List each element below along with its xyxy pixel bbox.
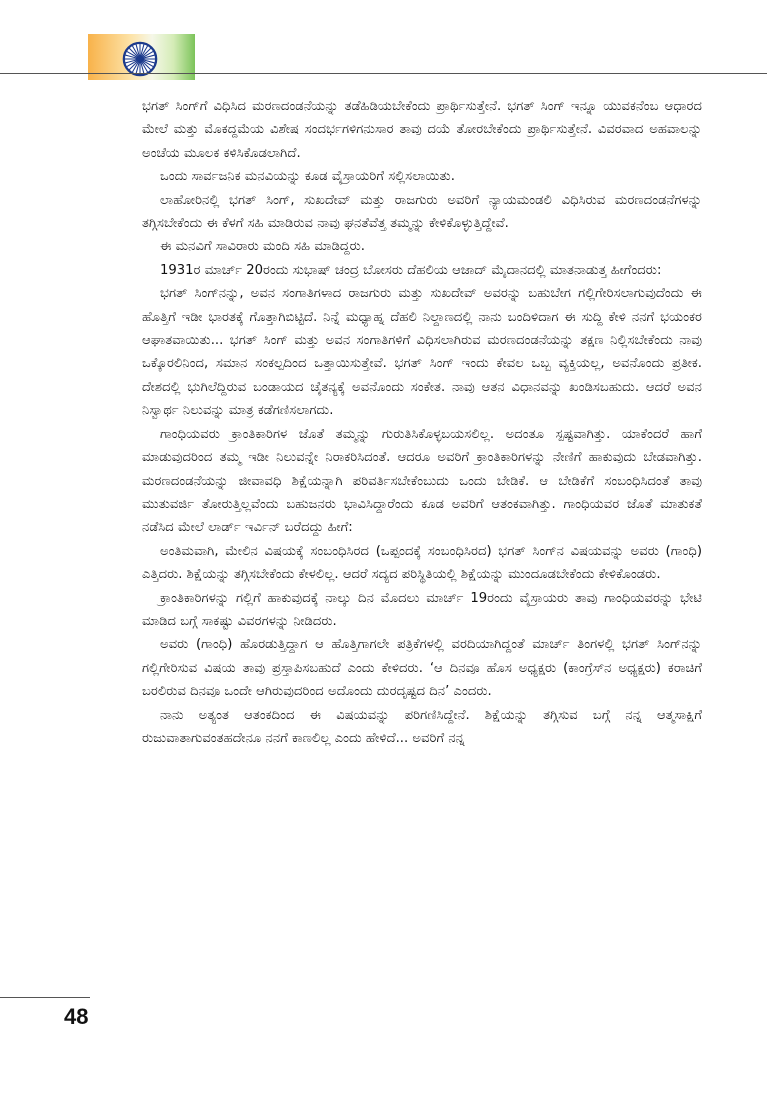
paragraph: ಭಗತ್ ಸಿಂಗ್‌ಗೆ ವಿಧಿಸಿದ ಮರಣದಂಡನೆಯನ್ನು ತಡೆಹಿಡಿಯಬೇಕೆಂದು ಪ್ರಾರ್ಥಿಸುತ್ತೇನೆ. ಭಗತ್ ಸಿಂಗ್ ಇನ್ನೂ ಯುವಕನೆಂಬ ಆಧಾರದ ಮೇಲೆ ಮತ್ತು ಮೊಕದ್ದಮೆಯ ವಿಶೇಷ ಸಂದರ್ಭಗಳಿಗನುಸಾರ ತಾವು ದಯೆ ತೋರಬೇಕೆಂದು ಪ್ರಾರ್ಥಿಸುತ್ತೇನೆ. ವಿವರವಾದ ಅಹವಾಲನ್ನು ಅಂಚೆಯ ಮೂಲಕ ಕಳಿಸಿಕೊಡಲಾಗಿದೆ. [142, 99, 702, 161]
paragraph: ಅಂತಿಮವಾಗಿ, ಮೇಲಿನ ವಿಷಯಕ್ಕೆ ಸಂಬಂಧಿಸಿರದ (ಒಪ್ಪಂದಕ್ಕೆ ಸಂಬಂಧಿಸಿರದ) ಭಗತ್ ಸಿಂಗ್‌ನ ವಿಷಯವನ್ನು ಅವರು (ಗಾಂಧಿ) ಎತ್ತಿದರು. ಶಿಕ್ಷೆಯನ್ನು ತಗ್ಗಿಸಬೇಕೆಂದು ಕೇಳಲಿಲ್ಲ. ಆದರೆ ಸದ್ಯದ ಪರಿಸ್ಥಿತಿಯಲ್ಲಿ ಶಿಕ್ಷೆಯನ್ನು ಮುಂದೂಡಬೇಕೆಂದು ಕೇಳಿಕೊಂಡರು. [142, 543, 702, 583]
page-body [142, 95, 702, 750]
footer-rule [0, 997, 90, 998]
paragraph: ಭಗತ್ ಸಿಂಗ್‌ನನ್ನು, ಅವನ ಸಂಗಾತಿಗಳಾದ ರಾಜಗುರು ಮತ್ತು ಸುಖದೇವ್ ಅವರನ್ನು ಬಹುಬೇಗ ಗಲ್ಲಿಗೇರಿಸಲಾಗುವುದೆಂದು ಈ ಹೊತ್ತಿಗೆ ಇಡೀ ಭಾರತಕ್ಕೆ ಗೊತ್ತಾಗಿಬಿಟ್ಟಿದೆ. ನಿನ್ನೆ ಮಧ್ಯಾಹ್ನ ದೆಹಲಿ ನಿಲ್ದಾಣದಲ್ಲಿ ನಾನು ಬಂದಿಳಿದಾಗ ಈ ಸುದ್ದಿ ಕೇಳಿ ನನಗೆ ಭಯಂಕರ ಆಘಾತವಾಯಿತು... ಭಗತ್ ಸಿಂಗ್ ಮತ್ತು ಅವನ ಸಂಗಾತಿಗಳಿಗೆ ವಿಧಿಸಲಾಗಿರುವ ಮರಣದಂಡನೆಯನ್ನು ತಕ್ಷಣ ನಿಲ್ಲಿಸಬೇಕೆಂದು ನಾವು ಒಕ್ಕೊರಲಿನಿಂದ, ಸಮಾನ ಸಂಕಲ್ಪದಿಂದ ಒತ್ತಾಯಿಸುತ್ತೇವೆ. ಭಗತ್ ಸಿಂಗ್ ಇಂದು ಕೇವಲ ಒಬ್ಬ ವ್ಯಕ್ತಿಯಲ್ಲ, ಅವನೊಂದು ಪ್ರತೀಕ. ದೇಶದಲ್ಲಿ ಭುಗಿಲೆದ್ದಿರುವ ಬಂಡಾಯದ ಚೈತನ್ಯಕ್ಕೆ ಅವನೊಂದು ಸಂಕೇತ. ನಾವು ಆತನ ವಿಧಾನವನ್ನು ಖಂಡಿಸಬಹುದು. ಆದರೆ ಅವನ ನಿಸ್ವಾರ್ಥ ನಿಲುವನ್ನು ಮಾತ್ರ ಕಡೆಗಣಿಸಲಾಗದು. [142, 286, 702, 419]
paragraph: ಒಂದು ಸಾರ್ವಜನಿಕ ಮನವಿಯನ್ನು ಕೂಡ ವೈಸ್ರಾಯರಿಗೆ ಸಲ್ಲಿಸಲಾಯಿತು. [160, 169, 455, 185]
paragraph: ಈ ಮನವಿಗೆ ಸಾವಿರಾರು ಮಂದಿ ಸಹಿ ಮಾಡಿದ್ದರು. [160, 239, 365, 255]
paragraph: ಅವರು (ಗಾಂಧಿ) ಹೊರಡುತ್ತಿದ್ದಾಗ ಆ ಹೊತ್ತಿಗಾಗಲೇ ಪತ್ರಿಕೆಗಳಲ್ಲಿ ವರದಿಯಾಗಿದ್ದಂತೆ ಮಾರ್ಚ್ ತಿಂಗಳಲ್ಲಿ ಭಗತ್ ಸಿಂಗ್‌ನನ್ನು ಗಲ್ಲಿಗೇರಿಸುವ ವಿಷಯ ತಾವು ಪ್ರಸ್ತಾಪಿಸಬಹುದೆ ಎಂದು ಕೇಳಿದರು. ‘ಆ ದಿನವೂ ಹೊಸ ಅಧ್ಯಕ್ಷರು (ಕಾಂಗ್ರೆಸ್‌ನ ಅಧ್ಯಕ್ಷರು) ಕರಾಚಿಗೆ ಬರಲಿರುವ ದಿನವೂ ಒಂದೇ ಆಗಿರುವುದರಿಂದ ಅದೊಂದು ದುರದೃಷ್ಟದ ದಿನ’ ಎಂದರು. [142, 637, 702, 700]
paragraph: ಗಾಂಧಿಯವರು ಕ್ರಾಂತಿಕಾರಿಗಳ ಜೊತೆ ತಮ್ಮನ್ನು ಗುರುತಿಸಿಕೊಳ್ಳಬಯಸಲಿಲ್ಲ. ಅದಂತೂ ಸ್ಪಷ್ಟವಾಗಿತ್ತು. ಯಾಕೆಂದರೆ ಹಾಗೆ ಮಾಡುವುದರಿಂದ ತಮ್ಮ ಇಡೀ ನಿಲುವನ್ನೇ ನಿರಾಕರಿಸಿದಂತೆ. ಆದರೂ ಅವರಿಗೆ ಕ್ರಾಂತಿಕಾರಿಗಳನ್ನು ನೇಣಿಗೆ ಹಾಕುವುದು ಬೇಡವಾಗಿತ್ತು. ಮರಣದಂಡನೆಯನ್ನು ಜೀವಾವಧಿ ಶಿಕ್ಷೆಯನ್ನಾಗಿ ಪರಿವರ್ತಿಸಬೇಕೆಂಬುದು ಒಂದು ಬೇಡಿಕೆ. ಆ ಬೇಡಿಕೆಗೆ ಸಂಬಂಧಿಸಿದಂತೆ ತಾವು ಮುತುವರ್ಜಿ ತೋರುತ್ತಿಲ್ಲವೆಂದು ಬಹುಜನರು ಭಾವಿಸಿದ್ದಾರೆಂದು ಕೂಡ ಅವರಿಗೆ ಆತಂಕವಾಗಿತ್ತು. ಗಾಂಧಿಯವರ ಜೊತೆ ಮಾತುಕತೆ ನಡೆಸಿದ ಮೇಲೆ ಲಾರ್ಡ್ ಇರ್ವಿನ್ ಬರೆದದ್ದು ಹೀಗೆ: [142, 426, 702, 536]
paragraph: 1931ರ ಮಾರ್ಚ್ 20ರಂದು ಸುಭಾಷ್ ಚಂದ್ರ ಬೋಸರು ದೆಹಲಿಯ ಆಜಾದ್ ಮೈದಾನದಲ್ಲಿ ಮಾತನಾಡುತ್ತ ಹೀಗೆಂದರು: [160, 262, 662, 278]
paragraph: ಕ್ರಾಂತಿಕಾರಿಗಳನ್ನು ಗಲ್ಲಿಗೆ ಹಾಕುವುದಕ್ಕೆ ನಾಲ್ಕು ದಿನ ಮೊದಲು ಮಾರ್ಚ್ 19ರಂದು ವೈಸ್ರಾಯರು ತಾವು ಗಾಂಧಿಯವರನ್ನು ಭೇಟಿ ಮಾಡಿದ ಬಗ್ಗೆ ಸಾಕಷ್ಟು ವಿವರಗಳನ್ನು ನೀಡಿದರು. [142, 590, 702, 629]
page-number: 48 [64, 1004, 89, 1029]
header-rule [0, 73, 767, 74]
paragraph: ಲಾಹೋರಿನಲ್ಲಿ ಭಗತ್ ಸಿಂಗ್, ಸುಖದೇವ್ ಮತ್ತು ರಾಜಗುರು ಅವರಿಗೆ ನ್ಯಾಯಮಂಡಲಿ ವಿಧಿಸಿರುವ ಮರಣದಂಡನೆಗಳನ್ನು ತಗ್ಗಿಸಬೇಕೆಂದು ಈ ಕೆಳಗೆ ಸಹಿ ಮಾಡಿರುವ ನಾವು ಘನತೆವೆತ್ತ ತಮ್ಮನ್ನು ಕೇಳಿಕೊಳ್ಳುತ್ತಿದ್ದೇವೆ. [142, 192, 702, 232]
paragraph: ನಾನು ಅತ್ಯಂತ ಆತಂಕದಿಂದ ಈ ವಿಷಯವನ್ನು ಪರಿಗಣಿಸಿದ್ದೇನೆ. ಶಿಕ್ಷೆಯನ್ನು ತಗ್ಗಿಸುವ ಬಗ್ಗೆ ನನ್ನ ಆತ್ಮಸಾಕ್ಷಿಗೆ ರುಜುವಾತಾಗುವಂತಹದೇನೂ ನನಗೆ ಕಾಣಲಿಲ್ಲ ಎಂದು ಹೇಳಿದೆ... ಅವರಿಗೆ ನನ್ನ [142, 707, 702, 746]
